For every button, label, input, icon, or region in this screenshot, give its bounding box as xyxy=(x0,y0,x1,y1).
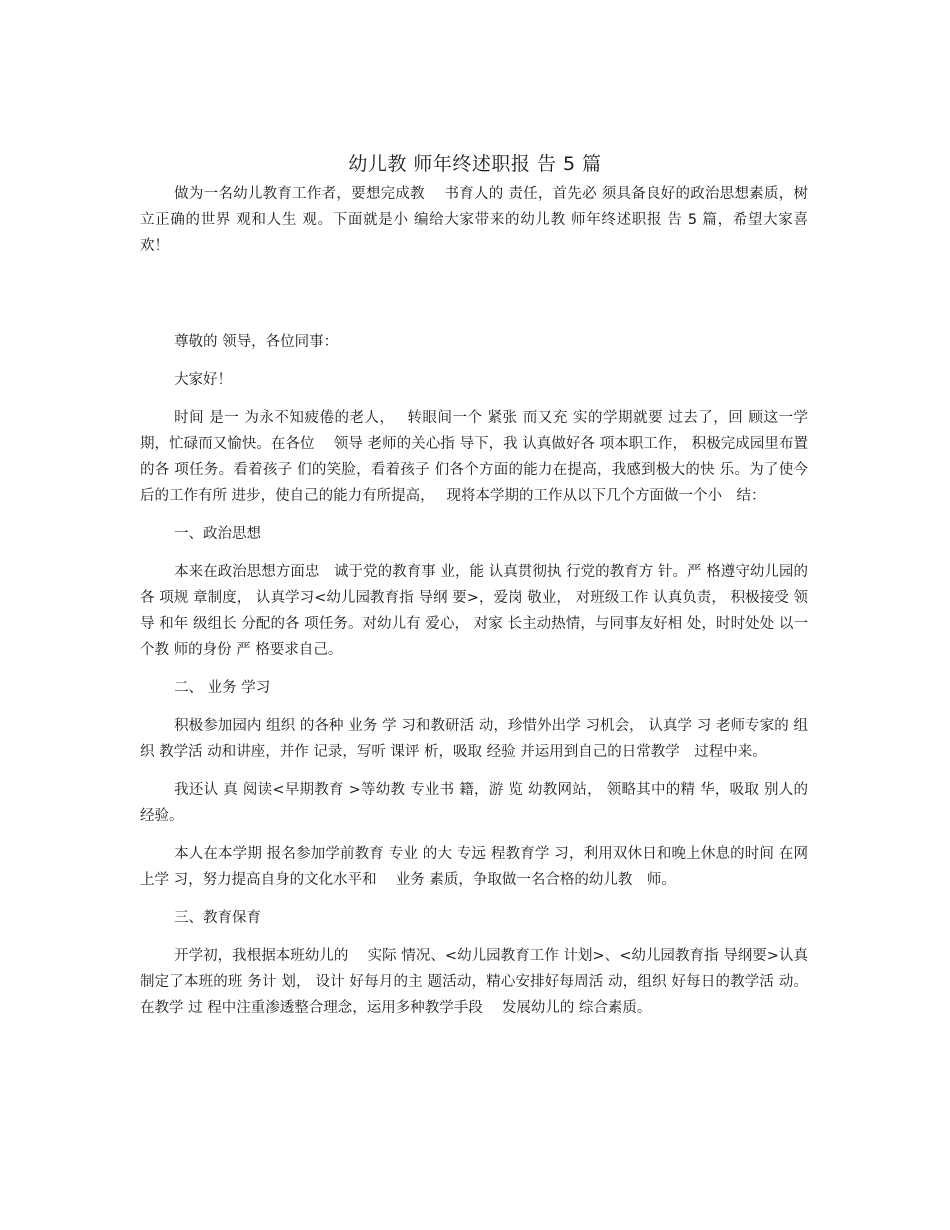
section-heading-education: 三、教育保育 xyxy=(174,910,262,926)
section-study-paragraph-2: 我还认 真 阅读<早期教育 >等幼教 专业书 籍，游 览 幼教网站， 领略其中的精 华，吸取 别人的 经验。 xyxy=(140,782,808,824)
document-body xyxy=(140,181,823,1033)
section-politics-body: 本来在政治思想方面忠 诚于党的教育事 业，能 认真贯彻执 行党的教育方 针。严 格遵守幼儿园的各 项规 章制度， 认真学习<幼儿园教育指 导纲 要>，爱岗 敬业， 对班级工作 认真负责， 积极接受 领导 和年 级组长 分配的各 项任务。对幼儿有 爱心， 对家 长主动热情，与同事友好相 处，时时处处 以一个教 师的身份 严 格要求自己。 xyxy=(140,564,808,658)
section-heading-politics: 一、政治思想 xyxy=(174,526,262,542)
salutation: 尊敬的 领导，各位同事： xyxy=(174,334,339,350)
section-education-body: 开学初，我根据本班幼儿的 实际 情况、<幼儿园教育工作 计划>、<幼儿园教育指 导纲要>认真制定了本班的班 务计 划， 设计 好每月的主 题活动，精心安排好每周活 动，组织 好每日的教学活 动。在教学 过 程中注重渗透整合理念，运用多种教学手段 发展幼儿的 综合素质。 xyxy=(140,948,808,1016)
intro-paragraph: 做为一名幼儿教育工作者，要想完成教 书育人的 责任，首先必 须具备良好的政治思想素质，树立正确的世界 观和人生 观。下面就是小 编给大家带来的幼儿教 师年终述职报 告 5 篇，希望大家喜 欢！ xyxy=(140,186,823,254)
document-title: 幼儿教 师年终述职报 告 5 篇 xyxy=(348,153,602,175)
opening-paragraph: 时间 是一 为永不知疲倦的老人， 转眼间一个 紧张 而又充 实的学期就要 过去了，回 顾这一学期，忙碌而又愉快。在各位 领导 老师的关心指 导下，我 认真做好各 项本职工作， 积极完成园里布置的各 项任务。看着孩子 们的笑脸，看着孩子 们各个方面的能力在提高，我感到极大的快 乐。为了使今后的工作有所 进步，使自己的能力有所提高， 现将本学期的工作从以下几个方面做一个小 结： xyxy=(140,410,808,504)
section-study-paragraph-1: 积极参加园内 组织 的各种 业务 学 习和教研活 动，珍惜外出学 习机会， 认真学 习 老师专家的 组织 教学活 动和讲座，并作 记录，写听 课评 析，吸取 经验 并运用到自己的日常教学 过程中来。 xyxy=(140,718,808,760)
greeting: 大家好！ xyxy=(174,372,233,388)
section-study-paragraph-3: 本人在本学期 报名参加学前教育 专业 的大 专远 程教育学 习，利用双休日和晚上休息的时间 在网上学 习，努力提高自身的文化水平和 业务 素质，争取做一名合格的幼儿教 师。 xyxy=(140,846,808,888)
section-heading-study: 二、 业务 学习 xyxy=(174,680,271,696)
